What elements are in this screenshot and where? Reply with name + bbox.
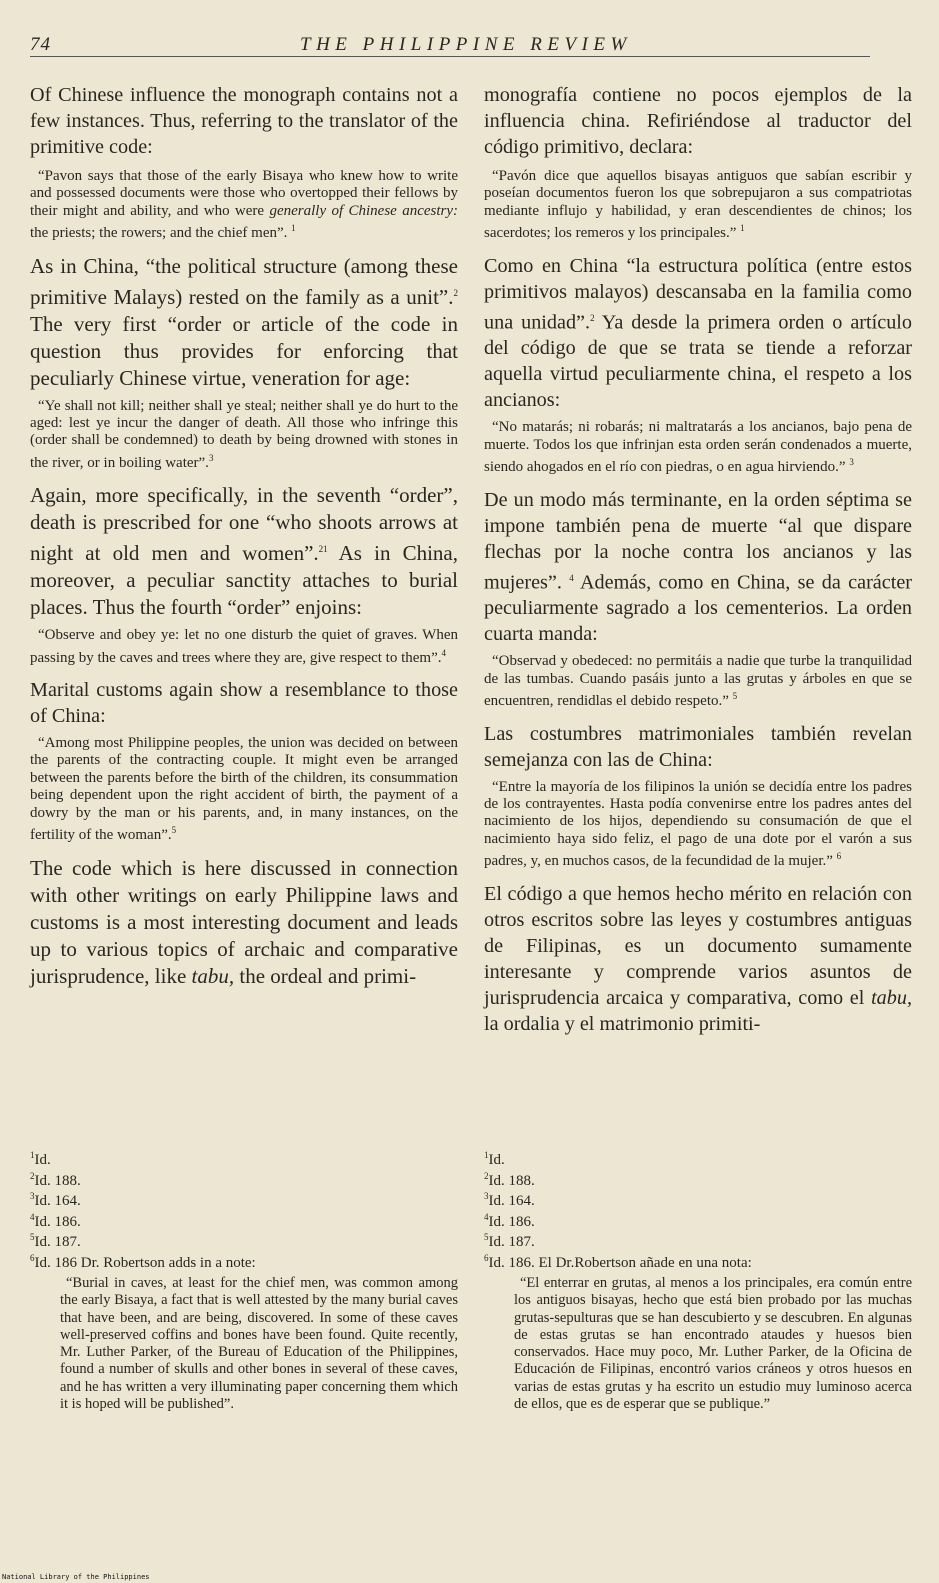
footnote: $^2$Id. 188. — [30, 1170, 81, 1189]
block-quote: “Ye shall not kill; neither shall ye steal; neither shall ye do hurt to the aged: lest ye incur the danger of death. All those who infringe this (order shall be condemned) to death by being drowned with stones in the river, or in boiling water”.$^3$ — [30, 397, 458, 471]
page-number: 74 — [30, 34, 51, 55]
block-quote: “Pavon says that those of the early Bisaya who knew how to write and possessed documents were those who overtopped their fellows by their might and ability, and who were generally of Chinese ancestry: the priests; the rowers; and the chief men”. $^1$ — [30, 168, 458, 242]
paragraph: Como en China “la estructura política (entre estos primitivos malayos) descansaba en la familia como una unidad”.$^2$ Ya desde la primera orden o artículo del código de que se trata se tiende a reforzar aquella virtud peculiarmente china, el respeto a los ancianos: — [484, 254, 912, 412]
block-quote: “Entre la mayoría de los filipinos la unión se decidía entre los padres de los contrayentes. Hasta podía convenirse entre los padres antes del nacimiento de los hijos, dependiendo su consumación de que el nacimiento haya sido feliz, el pago de una dote por el varón a sus padres, y, en muchos casos, de la fecundidad de la mujer.” $^6$ — [484, 778, 912, 870]
library-watermark: National Library of the Philippines — [2, 1573, 150, 1581]
paragraph: The code which is here discussed in connection with other writings on early Philippine laws and customs is a most interesting document and leads up to various topics of archaic and comparative jurisprudence, like tabu, the ordeal and primi- — [30, 855, 458, 988]
block-quote: “Among most Philippine peoples, the union was decided on between the parents of the contracting couple. It might even be arranged between the parents before the birth of the children, its consummation being dependent upon the right accident of birth, the payment of a dowry by the man or his parents, and, in many instances, on the fertility of the woman”.$^5$ — [30, 735, 458, 844]
footnote: $^3$Id. 164. — [30, 1191, 81, 1209]
paragraph: Marital customs again show a resemblance to those of China: — [30, 679, 458, 728]
running-title: THE PHILIPPINE REVIEW — [300, 34, 632, 55]
paragraph: De un modo más terminante, en la orden séptima se impone también pena de muerte “al que dispare flechas por la noche contra los ancianos y las mujeres”. $^4$ Además, como en China, se da carácter peculiarmente sagrado a los cementerios. La orden cuarta manda: — [484, 488, 913, 646]
block-quote: “Observe and obey ye: let no one disturb the quiet of graves. When passing by the caves and trees where they are, give respect to them”.$^4$ — [30, 627, 458, 666]
footnote: $^6$Id. 186 Dr. Robertson adds in a note: — [30, 1252, 256, 1271]
footnote-ref: 21 — [318, 544, 328, 555]
footnote: $^5$Id. 187. — [484, 1232, 535, 1250]
footnote-ref: 4 — [569, 572, 574, 583]
footnote: $^5$Id. 187. — [30, 1232, 81, 1250]
footnote-ref: 5 — [732, 691, 738, 702]
footnote: $^1$Id. — [484, 1150, 505, 1168]
footnote: $^3$Id. 164. — [484, 1191, 535, 1209]
footnote-quote: “Burial in caves, at least for the chief men, was common among the early Bisaya, a fact that is well attested by the many burial caves that have been, and are being, discovered. In some of these caves well-preserved coffins and bones have been found. Quite recently, Mr. Luther Parker, of the Bureau of Education of the Philippines, found a number of skulls and other bones in several of these caves, and he has written a very illuminating paper concerning them which it is hoped will be published”. — [60, 1275, 458, 1413]
footnote-ref: 1 — [291, 223, 296, 234]
footnote-ref: 6 — [836, 851, 842, 862]
footnote-ref: 3 — [849, 457, 854, 468]
right-column — [484, 82, 912, 1041]
left-footnotes — [30, 1148, 458, 1413]
block-quote: “Pavón dice que aquellos bisayas antiguos que sabían escribir y poseían documentos fueron los que sobrepujaron a sus compatriotas mediante influjo y habilidad, y eran descendientes de chinos; los sacerdotes; los remeros y los principales.” $^1$ — [484, 168, 912, 242]
footnote: $^6$Id. 186. El Dr.Robertson añade en una nota: — [484, 1252, 752, 1271]
block-quote: “No matarás; ni robarás; ni maltratarás a los ancianos, bajo pena de muerte. Todos los que infrinjan esta orden serán condenados a muerte, siendo ahogados en el río con piedras, o en agua hirviendo.” $^3$ — [484, 419, 912, 476]
paragraph: Las costumbres matrimoniales también revelan semejanza con las de China: — [484, 722, 912, 771]
footnote-ref: 2 — [590, 312, 595, 323]
paragraph: monografía contiene no pocos ejemplos de la influencia china. Refiriéndose al traductor del código primitivo, declara: — [484, 84, 912, 158]
footnote: $^4$Id. 186. — [484, 1211, 535, 1230]
block-quote: “Observad y obedeced: no permitáis a nadie que turbe la tranquilidad de las tumbas. Cuando pasáis junto a las grutas y árboles en que se encuentren, rendidlas el debido respeto.” $^5$ — [484, 653, 912, 710]
paragraph: Again, more specifically, in the seventh “order”, death is prescribed for one “who shoots arrows at night at old men and women”.$^{21}$ As in China, moreover, a peculiar sanctity attaches to burial places. Thus the fourth “order” enjoins: — [30, 483, 458, 620]
footnote-ref: 1 — [740, 223, 745, 234]
footnote-ref: 3 — [208, 452, 214, 463]
footnote: $^2$Id. 188. — [484, 1170, 535, 1189]
footnote: $^1$Id. — [30, 1150, 51, 1168]
footnote-ref: 4 — [441, 647, 447, 658]
footnote-quote: “El enterrar en grutas, al menos a los principales, era común entre los antiguos bisayas, hecho que está bien probado por las muchas grutas-sepulturas que se han descubierto y se descubren. En algunas de estas grutas se han encontrado ataudes y huesos bien conservados. Hace muy poco, Mr. Luther Parker, de la Oficina de Educación de Filipinas, encontró varios cráneos y otros huesos en varias de estas grutas y ha escrito un estudio muy luminoso acerca de ellos, que es de esperar que se publique.” — [514, 1275, 912, 1413]
page-header — [30, 34, 870, 57]
footnote-ref: 5 — [171, 825, 177, 836]
footnote-ref: 2 — [453, 287, 458, 298]
left-column — [30, 82, 458, 994]
paragraph: El código a que hemos hecho mérito en relación con otros escritos sobre las leyes y costumbres antiguas de Filipinas, es un documento sumamente interesante y comprende varios asuntos de jurisprudencia arcaica y comparativa, como el tabu, la ordalia y el matrimonio primiti- — [484, 882, 912, 1035]
paragraph: Of Chinese influence the monograph contains not a few instances. Thus, referring to the translator of the primitive code: — [30, 84, 458, 158]
right-footnotes — [484, 1148, 912, 1413]
footnote: $^4$Id. 186. — [30, 1211, 81, 1230]
paragraph: As in China, “the political structure (among these primitive Malays) rested on the family as a unit”.$^2$ The very first “order or article of the code in question thus provides for enforcing that peculiarly Chinese virtue, veneration for age: — [30, 253, 458, 390]
